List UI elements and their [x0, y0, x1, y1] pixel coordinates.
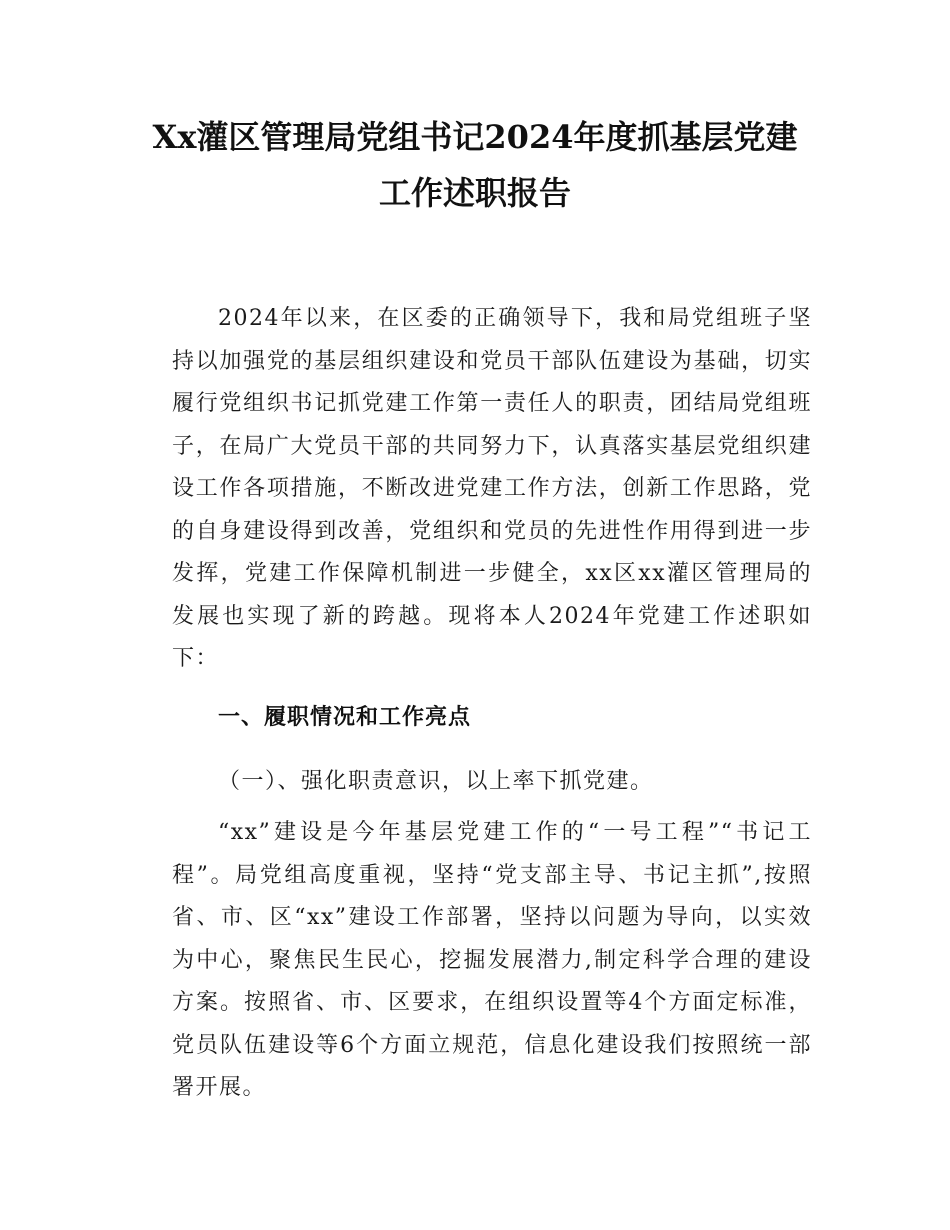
- document-title-line-2: 工作述职报告: [378, 174, 571, 212]
- body-paragraph-2: “xx”建设是今年基层党建工作的“一号工程”“书记工程”。局党组高度重视，坚持“党支部主导、书记主抓”,按照省、市、区“xx”建设工作部署，坚持以问题为导向，以实效为中心，聚焦民生民心，挖掘发展潜力,制定科学合理的建设方案。按照省、市、区要求，在组织设置等4个方面定标准，党员队伍建设等6个方面立规范，信息化建设我们按照统一部署开展。: [172, 820, 812, 1100]
- section-heading-1: 一、履职情况和工作亮点: [218, 705, 472, 730]
- document-title-line-1: Xx灌区管理局党组书记2024年度抓基层党建: [152, 118, 798, 156]
- subsection-heading-1: （一）、强化职责意识，以上率下抓党建。: [218, 769, 654, 794]
- intro-paragraph: 2024年以来，在区委的正确领导下，我和局党组班子坚持以加强党的基层组织建设和党员干部队伍建设为基础，切实履行党组织书记抓党建工作第一责任人的职责，团结局党组班子，在局广大党员干部的共同努力下，认真落实基层党组织建设工作各项措施，不断改进党建工作方法，创新工作思路，党的自身建设得到改善，党组织和党员的先进性作用得到进一步发挥，党建工作保障机制进一步健全，xx区xx灌区管理局的发展也实现了新的跨越。现将本人2024年党建工作述职如下：: [172, 306, 812, 671]
